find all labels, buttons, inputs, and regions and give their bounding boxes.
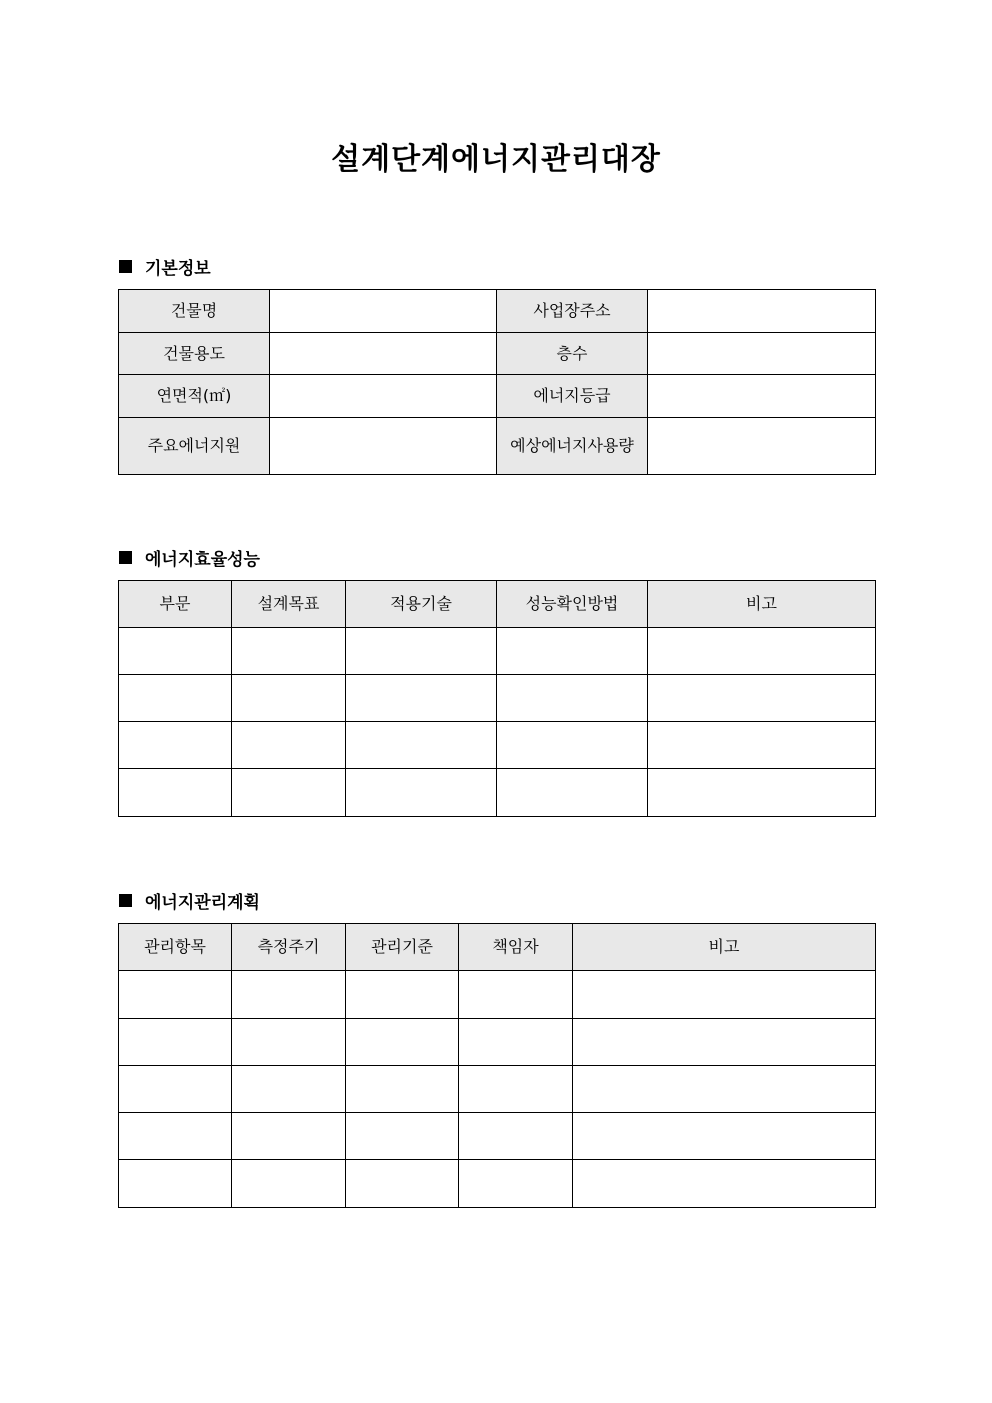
management-table	[118, 923, 876, 1208]
column-header: 관리기준	[346, 924, 459, 971]
table-cell[interactable]	[346, 1019, 459, 1066]
table-row	[119, 1019, 876, 1066]
table-cell[interactable]	[459, 1019, 573, 1066]
table-cell[interactable]	[232, 1113, 346, 1160]
table-cell[interactable]	[459, 1113, 573, 1160]
label-cell: 에너지등급	[497, 375, 648, 418]
table-cell[interactable]	[232, 722, 346, 769]
table-row	[119, 418, 876, 475]
table-cell[interactable]	[346, 675, 497, 722]
table-cell[interactable]	[119, 1066, 232, 1113]
table-cell[interactable]	[497, 628, 648, 675]
column-header: 측정주기	[232, 924, 346, 971]
table-cell[interactable]	[119, 1019, 232, 1066]
table-cell[interactable]	[497, 722, 648, 769]
label-cell: 주요에너지원	[119, 418, 270, 475]
table-cell[interactable]	[346, 1160, 459, 1208]
square-bullet-icon	[119, 260, 132, 273]
table-cell[interactable]	[232, 769, 346, 817]
value-cell[interactable]	[648, 375, 876, 418]
square-bullet-icon	[119, 551, 132, 564]
section-heading-efficiency	[119, 545, 260, 570]
table-cell[interactable]	[119, 971, 232, 1019]
table-cell[interactable]	[346, 971, 459, 1019]
table-cell[interactable]	[346, 628, 497, 675]
efficiency-table	[118, 580, 876, 817]
square-bullet-icon	[119, 894, 132, 907]
table-cell[interactable]	[459, 1160, 573, 1208]
table-row	[119, 769, 876, 817]
table-row	[119, 375, 876, 418]
column-header: 비고	[573, 924, 876, 971]
table-cell[interactable]	[232, 628, 346, 675]
value-cell[interactable]	[270, 290, 497, 333]
label-cell: 연면적(㎡)	[119, 375, 270, 418]
table-row	[119, 1066, 876, 1113]
value-cell[interactable]	[270, 418, 497, 475]
table-cell[interactable]	[573, 1066, 876, 1113]
table-row	[119, 1113, 876, 1160]
label-cell: 건물용도	[119, 333, 270, 375]
table-cell[interactable]	[232, 971, 346, 1019]
table-cell[interactable]	[232, 1160, 346, 1208]
table-cell[interactable]	[497, 675, 648, 722]
column-header: 책임자	[459, 924, 573, 971]
column-header: 적용기술	[346, 581, 497, 628]
value-cell[interactable]	[270, 375, 497, 418]
column-header: 관리항목	[119, 924, 232, 971]
table-row	[119, 628, 876, 675]
table-cell[interactable]	[648, 769, 876, 817]
table-cell[interactable]	[648, 675, 876, 722]
table-cell[interactable]	[346, 1066, 459, 1113]
label-cell: 사업장주소	[497, 290, 648, 333]
value-cell[interactable]	[648, 333, 876, 375]
label-cell: 층수	[497, 333, 648, 375]
table-cell[interactable]	[232, 675, 346, 722]
table-cell[interactable]	[232, 1066, 346, 1113]
table-row	[119, 675, 876, 722]
table-cell[interactable]	[119, 675, 232, 722]
table-cell[interactable]	[346, 722, 497, 769]
label-cell: 건물명	[119, 290, 270, 333]
table-row	[119, 1160, 876, 1208]
table-cell[interactable]	[119, 769, 232, 817]
table-cell[interactable]	[119, 1160, 232, 1208]
basic-info-table	[118, 289, 876, 475]
table-row	[119, 333, 876, 375]
table-cell[interactable]	[119, 722, 232, 769]
table-cell[interactable]	[573, 971, 876, 1019]
table-cell[interactable]	[459, 1066, 573, 1113]
section-heading-basic-info	[119, 254, 211, 279]
column-header: 비고	[648, 581, 876, 628]
section-heading-management	[119, 888, 260, 913]
table-cell[interactable]	[232, 1019, 346, 1066]
document-title: 설계단계에너지관리대장	[331, 142, 661, 177]
table-cell[interactable]	[648, 722, 876, 769]
section-title: 에너지효율성능	[145, 550, 260, 570]
table-cell[interactable]	[119, 1113, 232, 1160]
table-row	[119, 722, 876, 769]
column-header: 성능확인방법	[497, 581, 648, 628]
table-header-row	[119, 581, 876, 628]
column-header: 부문	[119, 581, 232, 628]
table-row	[119, 971, 876, 1019]
label-cell: 예상에너지사용량	[497, 418, 648, 475]
table-cell[interactable]	[459, 971, 573, 1019]
table-cell[interactable]	[346, 1113, 459, 1160]
section-title: 기본정보	[145, 259, 211, 279]
table-cell[interactable]	[573, 1113, 876, 1160]
value-cell[interactable]	[648, 290, 876, 333]
table-cell[interactable]	[346, 769, 497, 817]
table-cell[interactable]	[573, 1019, 876, 1066]
table-row	[119, 290, 876, 333]
value-cell[interactable]	[648, 418, 876, 475]
table-cell[interactable]	[573, 1160, 876, 1208]
section-title: 에너지관리계획	[145, 893, 260, 913]
table-cell[interactable]	[648, 628, 876, 675]
table-cell[interactable]	[119, 628, 232, 675]
table-cell[interactable]	[497, 769, 648, 817]
table-header-row	[119, 924, 876, 971]
value-cell[interactable]	[270, 333, 497, 375]
column-header: 설계목표	[232, 581, 346, 628]
